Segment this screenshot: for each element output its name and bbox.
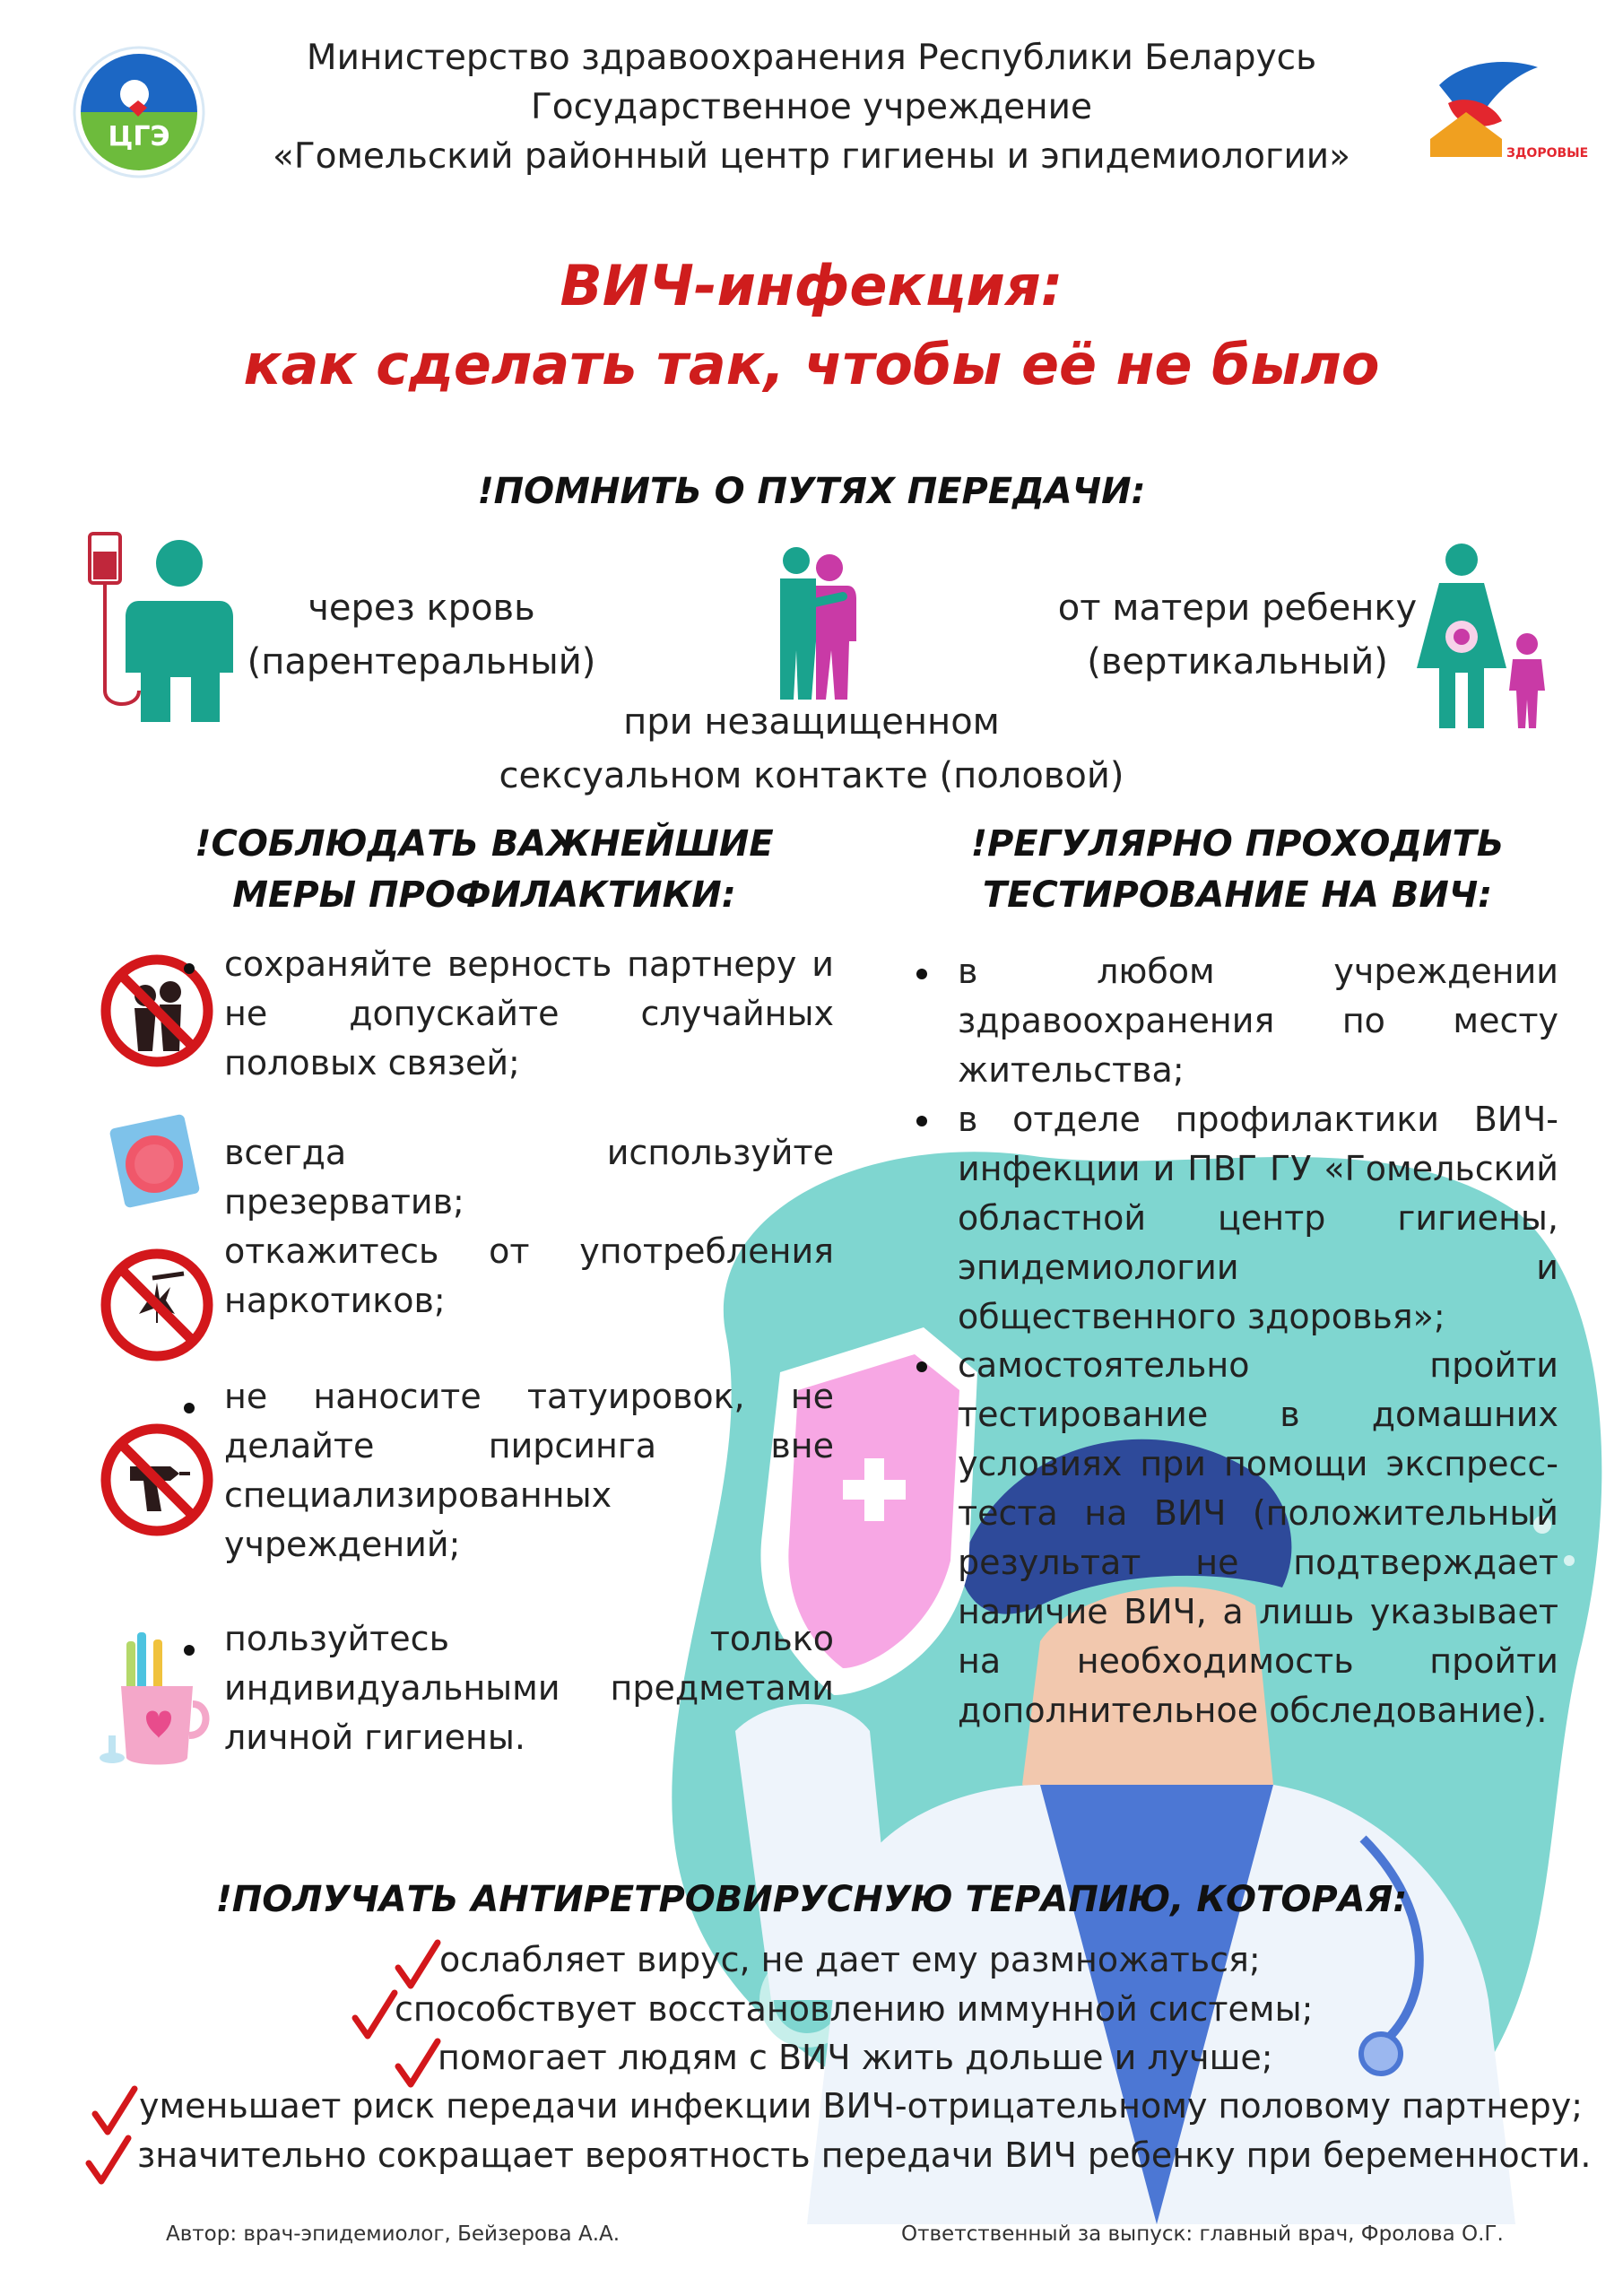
prevention-item-drugs: откажитесь от употребления наркотиков; <box>224 1231 834 1320</box>
therapy-item-partner-risk: уменьшает риск передачи инфекции ВИЧ-отрицательному половому партнеру; <box>139 2086 1584 2126</box>
svg-text:ЦГЭ: ЦГЭ <box>108 121 170 152</box>
therapy-item-child-transmission: значительно сокращает вероятность передачи ВИЧ ребенку при беременности. <box>137 2135 1592 2175</box>
testing-heading-line2: ТЕСТИРОВАНИЕ НА ВИЧ: <box>982 874 1493 916</box>
route-blood-line2: (парентеральный) <box>247 641 596 683</box>
testing-item-regional-center: в отделе профилактики ВИЧ-инфекции и ПВГ ГУ «Гомельский областной центр гигиены, эпидемиологии и общественного здоровья»; <box>958 1100 1558 1336</box>
no-tattoo-piercing-icon <box>99 1422 215 1538</box>
testing-heading-line1: !РЕГУЛЯРНО ПРОХОДИТЬ <box>970 823 1505 865</box>
institution-type-line: Государственное учреждение <box>531 87 1092 127</box>
footer-author: Автор: врач-эпидемиолог, Бейзерова А.А. <box>166 2222 621 2246</box>
routes-heading: !ПОМНИТЬ О ПУТЯХ ПЕРЕДАЧИ: <box>477 471 1146 512</box>
title-line-2: как сделать так, чтобы её не было <box>243 332 1380 397</box>
prevention-item-fidelity: сохраняйте верность партнеру и не допускайте случайных половых связей; <box>224 944 834 1083</box>
svg-text:ЗДОРОВЫЕ: ЗДОРОВЫЕ <box>1506 146 1589 161</box>
prevention-item-tattoo: не наносите татуировок, не делайте пирсинга вне специализированных учреждений; <box>224 1377 834 1564</box>
ministry-line: Министерство здравоохранения Республики Беларусь <box>306 38 1317 78</box>
footer-responsible: Ответственный за выпуск: главный врач, Фролова О.Г. <box>901 2222 1504 2246</box>
route-mother-line1: от матери ребенку <box>1057 587 1418 629</box>
therapy-item-weakens-virus: ослабляет вирус, не дает ему размножаться; <box>439 1940 1261 1979</box>
bullet-dot <box>916 969 927 979</box>
route-mother-line2: (вертикальный) <box>1087 641 1388 683</box>
route-sexual-line1: при незащищенном <box>623 701 1000 743</box>
checkmark-icon <box>395 2038 441 2090</box>
bullet-dot <box>916 1116 927 1126</box>
route-blood-line1: через кровь <box>308 587 535 629</box>
mother-child-icon <box>1412 538 1556 731</box>
checkmark-icon <box>91 2085 138 2137</box>
toothbrush-cup-icon <box>94 1632 220 1776</box>
condom-icon <box>99 1112 206 1220</box>
blood-transfusion-icon <box>85 529 238 726</box>
checkmark-icon <box>395 1939 441 1991</box>
bullet-dot <box>184 1645 195 1656</box>
title-line-1: ВИЧ-инфекция: <box>560 253 1063 318</box>
prevention-heading-line1: !СОБЛЮДАТЬ ВАЖНЕЙШИЕ <box>195 823 774 865</box>
bullet-dot <box>184 963 195 974</box>
checkmark-icon <box>85 2135 132 2187</box>
testing-item-local: в любом учреждении здравоохранения по месту жительства; <box>958 952 1558 1090</box>
prevention-item-hygiene: пользуйтесь только индивидуальными предметами личной гигиены. <box>224 1619 834 1757</box>
testing-item-self-test: самостоятельно пройти тестирование в домашних условиях при помощи экспресс-теста на ВИЧ (положительный результат не подтверждает наличие ВИЧ, а лишь указывает на необходимость пройти дополнительное обследование). <box>958 1345 1558 1730</box>
route-sexual-line2: сексуальном контакте (половой) <box>499 755 1124 796</box>
no-kissing-icon <box>99 952 215 1069</box>
bullet-dot <box>184 1403 195 1413</box>
therapy-heading: !ПОЛУЧАТЬ АНТИРЕТРОВИРУСНУЮ ТЕРАПИЮ, КОТОРАЯ: <box>215 1879 1408 1920</box>
couple-hugging-icon <box>767 543 865 704</box>
prevention-heading-line2: МЕРЫ ПРОФИЛАКТИКИ: <box>232 874 736 916</box>
checkmark-icon <box>352 1989 398 2041</box>
prevention-item-condom: всегда используйте презерватив; <box>224 1133 834 1222</box>
therapy-item-live-longer: помогает людям с ВИЧ жить дольше и лучше; <box>438 2038 1273 2077</box>
no-drugs-icon <box>99 1247 215 1363</box>
institution-name-line: «Гомельский районный центр гигиены и эпидемиологии» <box>273 136 1350 177</box>
bullet-dot <box>916 1361 927 1372</box>
therapy-item-immune-restore: способствует восстановлению иммунной системы; <box>395 1989 1314 2029</box>
